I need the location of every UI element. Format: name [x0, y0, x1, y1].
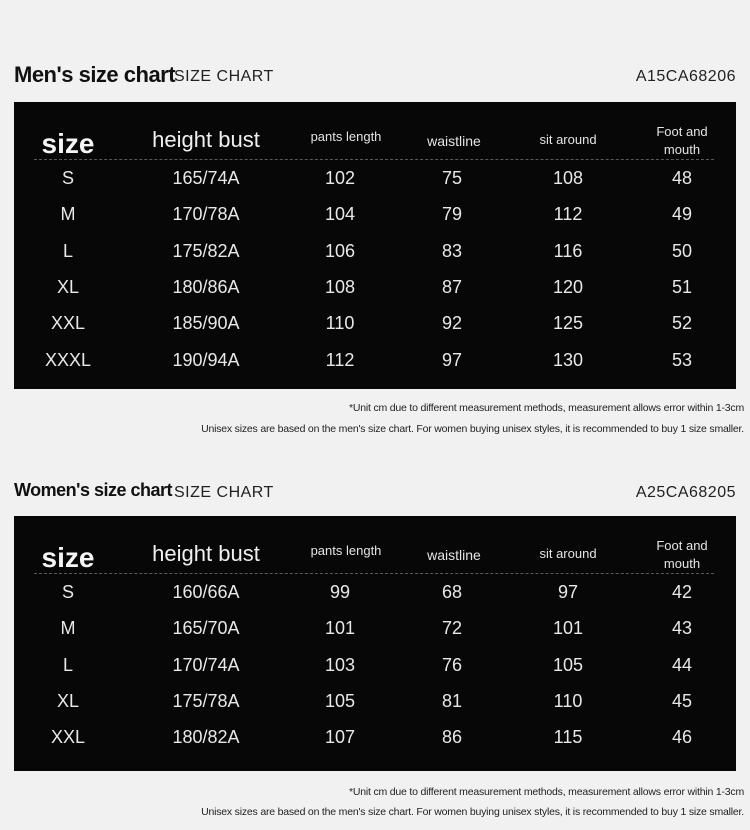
women-header-foot-line2: mouth	[663, 556, 701, 571]
men-table-cell: XL	[56, 276, 80, 297]
men-table-cell: M	[60, 204, 76, 225]
women-size-table	[14, 516, 736, 771]
men-table-cell: 53	[671, 349, 693, 370]
men-table-cell: 51	[671, 276, 693, 297]
women-table-cell: 101	[552, 618, 584, 639]
men-table-cell: 120	[552, 276, 584, 297]
women-table-cell: 105	[552, 654, 584, 675]
men-table-cell: 49	[671, 204, 693, 225]
men-header-height-bust: height bust	[152, 127, 260, 152]
men-product-code: A15CA68206	[635, 68, 736, 85]
men-table-cell: 185/90A	[172, 313, 240, 334]
men-table-cell: 92	[441, 313, 463, 334]
women-header-size: size	[41, 542, 95, 573]
men-table-cell: S	[61, 168, 75, 188]
men-table-cell: 175/82A	[172, 240, 240, 261]
men-note-unit: *Unit cm due to different measurement methods, measurement allows error within 1-3cm	[348, 402, 744, 414]
women-table-cell: 115	[553, 727, 583, 748]
men-header-foot-mouth	[656, 123, 707, 159]
men-header-waistline: waistline	[427, 133, 481, 149]
women-note-unisex: Unisex sizes are based on the men's size chart. For women buying unisex styles, it is recommended to buy 1 size smaller.	[201, 806, 744, 818]
men-header	[14, 62, 738, 102]
women-table-cell: 43	[671, 618, 693, 639]
men-header-pants-length: pants length	[310, 129, 382, 144]
women-header-foot-mouth	[656, 537, 707, 573]
men-header-sit-around: sit around	[539, 132, 597, 147]
women-table-cell: 180/82A	[172, 727, 240, 748]
men-table-cell: 110	[325, 313, 355, 334]
men-title: Men's size chart	[14, 62, 176, 87]
women-product-code: A25CA68205	[635, 484, 736, 501]
women-header	[14, 478, 738, 518]
women-table-cell: 170/74A	[172, 654, 240, 675]
women-table-cell: 99	[329, 582, 351, 602]
men-table-cell: 180/86A	[172, 276, 240, 297]
women-table-cell: 175/78A	[172, 690, 240, 711]
men-header-foot-line1: Foot and	[656, 124, 708, 139]
men-table-cell: 83	[441, 240, 463, 261]
women-table-cell: 86	[441, 727, 463, 748]
women-table-cell: 101	[324, 618, 356, 639]
men-table-cell: L	[62, 240, 74, 261]
men-table-cell: 112	[325, 349, 355, 370]
women-note-unit: *Unit cm due to different measurement methods, measurement allows error within 1-3cm	[348, 786, 744, 798]
men-table-cell: 102	[324, 168, 356, 188]
men-size-table	[14, 102, 736, 389]
men-table-cell: 190/94A	[172, 349, 240, 370]
men-table-cell: 116	[553, 240, 583, 261]
women-table-cell: S	[61, 582, 75, 602]
women-table-cell: 165/70A	[172, 618, 240, 639]
men-table-cell: 97	[441, 349, 463, 370]
men-table-cell: 87	[441, 276, 463, 297]
men-note-unisex: Unisex sizes are based on the men's size chart. For women buying unisex styles, it is recommended to buy 1 size smaller.	[201, 423, 744, 435]
women-table-cell: 72	[441, 618, 463, 639]
men-header-size: size	[41, 128, 95, 159]
men-table-cell: 170/78A	[172, 204, 240, 225]
men-table-cell: 112	[553, 204, 583, 225]
men-table-cell: 106	[324, 240, 356, 261]
women-table-cell: 107	[324, 727, 356, 748]
men-table-cell: 130	[552, 349, 584, 370]
women-header-foot-line1: Foot and	[656, 538, 708, 553]
men-subtitle: SIZE CHART	[174, 68, 274, 85]
women-table-cell: 76	[441, 654, 463, 675]
women-table-cell: L	[62, 654, 74, 675]
men-table-cell: 50	[671, 240, 693, 261]
women-table-cell: M	[60, 618, 76, 639]
women-header-sit-around: sit around	[539, 546, 597, 561]
men-table-cell: 104	[324, 204, 356, 225]
women-table-cell: 46	[671, 727, 693, 748]
women-table-cell: XL	[56, 690, 80, 711]
women-table-cell: 110	[553, 690, 583, 711]
men-table-cell: 79	[441, 204, 463, 225]
women-header-divider	[34, 573, 714, 574]
men-table-cell: 48	[671, 168, 693, 188]
men-table-cell: 75	[441, 168, 463, 188]
men-table-cell: 165/74A	[172, 168, 240, 188]
women-table-cell: 81	[441, 690, 463, 711]
men-header-foot-line2: mouth	[663, 142, 701, 157]
women-table-cell: XXL	[50, 727, 86, 748]
women-title: Women's size chart	[14, 480, 173, 500]
women-header-waistline: waistline	[427, 547, 481, 563]
women-table-cell: 44	[671, 654, 693, 675]
women-table-cell: 42	[671, 582, 693, 602]
women-subtitle: SIZE CHART	[174, 484, 274, 501]
men-table-cell: XXL	[50, 313, 86, 334]
men-table-cell: 125	[552, 313, 584, 334]
women-table-cell: 45	[671, 690, 693, 711]
women-header-pants-length: pants length	[310, 543, 382, 558]
men-table-cell: 52	[671, 313, 693, 334]
women-table-cell: 160/66A	[172, 582, 240, 602]
men-header-divider	[34, 159, 714, 160]
women-table-cell: 103	[324, 654, 356, 675]
women-table-cell: 68	[441, 582, 463, 602]
women-header-height-bust: height bust	[152, 541, 260, 566]
women-table-cell: 97	[557, 582, 579, 602]
men-table-cell: 108	[324, 276, 356, 297]
men-table-cell: 108	[552, 168, 584, 188]
men-table-cell: XXXL	[44, 349, 92, 370]
women-table-cell: 105	[324, 690, 356, 711]
